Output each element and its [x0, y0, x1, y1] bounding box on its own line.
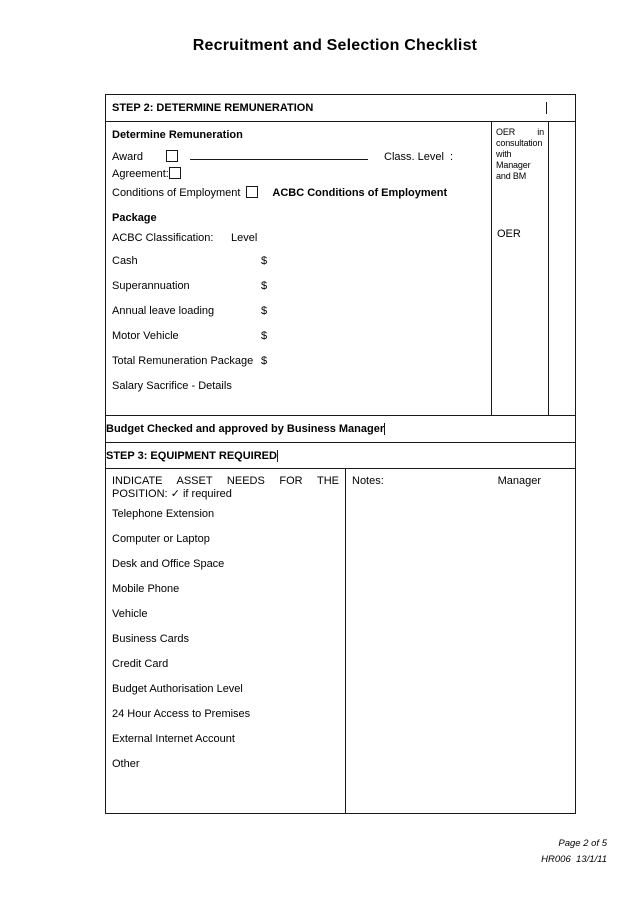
- award-fill-line[interactable]: [190, 148, 368, 160]
- award-label: Award: [112, 151, 143, 163]
- remuneration-main-cell: [106, 122, 492, 415]
- budget-check-cell: [385, 416, 413, 442]
- oer-note: OER in consultation with Manager and BM: [496, 127, 544, 181]
- notes-label: Notes:: [352, 475, 384, 487]
- classification-label: ACBC Classification:: [112, 232, 214, 244]
- package-item: [112, 305, 485, 318]
- package-item: [112, 355, 485, 368]
- package-oer-note: OER: [497, 228, 521, 240]
- asset-item: 24 Hour Access to Premises: [112, 708, 251, 720]
- award-line: [112, 148, 485, 162]
- award-checkbox[interactable]: [166, 150, 178, 162]
- package-item: [112, 380, 485, 393]
- package-item-label: Cash: [112, 255, 138, 267]
- classification-value: Level: [231, 232, 258, 244]
- class-level-label: Class. Level :: [384, 151, 454, 163]
- package-item-label: Salary Sacrifice - Details: [112, 380, 232, 392]
- indicate-asset-needs-text: [112, 475, 339, 501]
- agreement-label: Agreement:: [112, 168, 169, 180]
- footer-doc-ref: HR006 13/1/11: [541, 854, 607, 865]
- asset-list: [112, 508, 339, 771]
- indicate-text: INDICATE ASSET NEEDS FOR THE POSITION:: [112, 475, 339, 500]
- step3-header-row: [106, 443, 575, 469]
- asset-item: Other: [112, 758, 140, 770]
- dollar-sign: $: [261, 355, 268, 367]
- page-title: Recruitment and Selection Checklist: [192, 37, 478, 54]
- dollar-sign: $: [261, 305, 268, 317]
- oer-note-cell: [492, 122, 549, 415]
- asset-item: Business Cards: [112, 633, 190, 645]
- agreement-line: [112, 167, 485, 181]
- dollar-sign: $: [261, 280, 268, 292]
- checklist-table: [105, 94, 576, 814]
- asset-item: Telephone Extension: [112, 508, 215, 520]
- conditions-line: [112, 186, 485, 200]
- package-list: [112, 255, 485, 393]
- asset-item: Credit Card: [112, 658, 169, 670]
- package-item: [112, 255, 485, 268]
- footer-page-number: Page 2 of 5: [558, 838, 607, 849]
- package-item-label: Total Remuneration Package: [112, 355, 254, 367]
- step3-header: STEP 3: EQUIPMENT REQUIRED: [106, 449, 277, 462]
- package-item-label: Motor Vehicle: [112, 330, 179, 342]
- asset-item: Budget Authorisation Level: [112, 683, 243, 695]
- step2-header-row: [106, 95, 575, 122]
- check-icon: ✓: [170, 488, 180, 500]
- dollar-sign: $: [261, 330, 268, 342]
- budget-row: [106, 416, 575, 443]
- page-footer: [541, 836, 607, 868]
- package-item-label: Superannuation: [112, 280, 190, 292]
- package-title: Package: [112, 212, 157, 224]
- indicate-suffix: if required: [182, 488, 232, 500]
- dollar-sign: $: [261, 255, 268, 267]
- step3-header-check-cell: [278, 443, 306, 468]
- classification-line: [112, 232, 485, 245]
- determine-remuneration-title: Determine Remuneration: [112, 129, 243, 141]
- conditions-label: Conditions of Employment: [112, 187, 241, 199]
- manager-label: Manager: [497, 475, 541, 487]
- asset-item: Desk and Office Space: [112, 558, 225, 570]
- remuneration-check-cell: [549, 122, 575, 415]
- remuneration-row: [106, 122, 575, 416]
- equipment-row: [106, 469, 575, 813]
- asset-item: Computer or Laptop: [112, 533, 210, 545]
- budget-row-label: Budget Checked and approved by Business Manager: [106, 423, 385, 435]
- conditions-checkbox[interactable]: [246, 186, 258, 198]
- asset-item: Mobile Phone: [112, 583, 180, 595]
- package-item-label: Annual leave loading: [112, 305, 215, 317]
- agreement-checkbox[interactable]: [169, 167, 181, 179]
- conditions-value: ACBC Conditions of Employment: [272, 187, 448, 199]
- asset-needs-cell: [106, 469, 346, 813]
- asset-item: External Internet Account: [112, 733, 235, 745]
- step2-header-check-cell: [547, 95, 575, 121]
- notes-cell[interactable]: [346, 469, 575, 813]
- step2-header: STEP 2: DETERMINE REMUNERATION: [106, 102, 547, 114]
- package-item: [112, 280, 485, 293]
- asset-item: Vehicle: [112, 608, 148, 620]
- package-item: [112, 330, 485, 343]
